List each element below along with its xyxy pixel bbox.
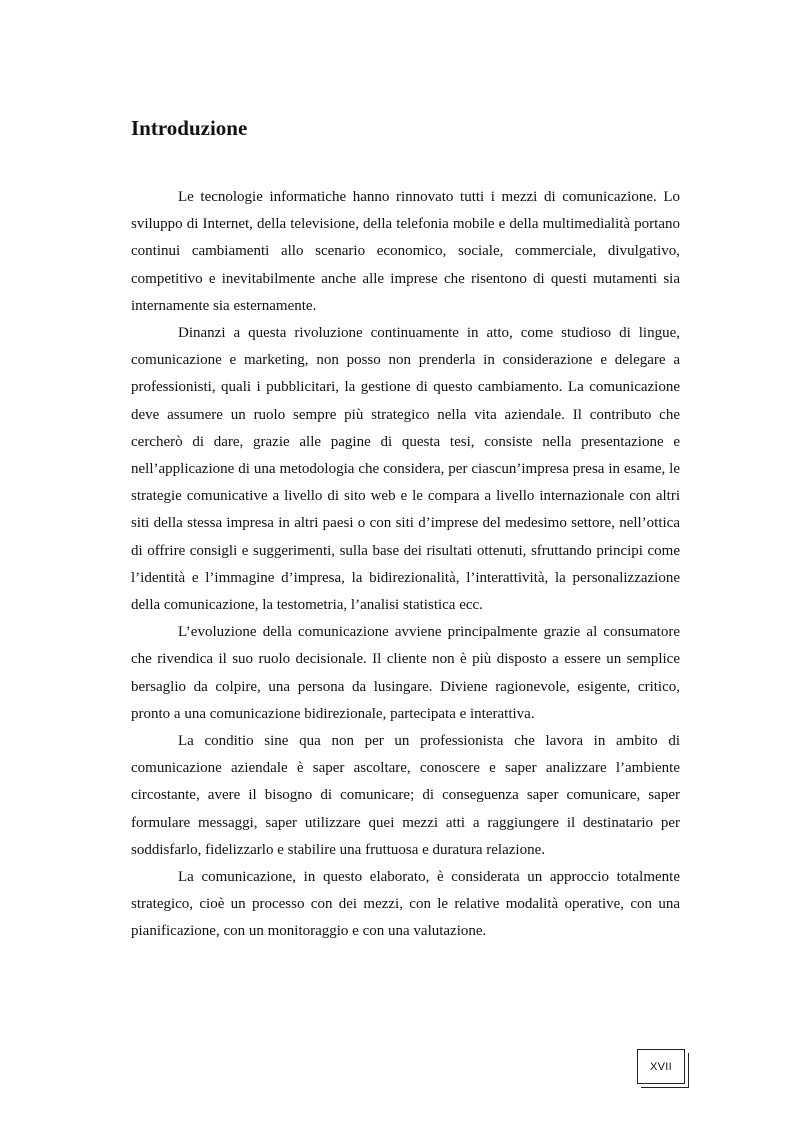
page-title: Introduzione	[131, 116, 248, 140]
page-number-box	[637, 1049, 685, 1084]
paragraph: Le tecnologie informatiche hanno rinnovato tutti i mezzi di comunicazione. Lo sviluppo di Internet, della televisione, della telefonia mobile e della multimedialità portano continui cambiamenti allo scenario economico, sociale, commerciale, divulgativo, competitivo e inevitabilmente anche alle imprese che risentono di questi mutamenti sia internamente sia esternamente.	[131, 189, 680, 314]
paragraph: L’evoluzione della comunicazione avviene principalmente grazie al consumatore che rivendica il suo ruolo decisionale. Il cliente non è più disposto a essere un semplice bersaglio da colpire, una persona da lusingare. Diviene ragionevole, esigente, critico, pronto a una comunicazione bidirezionale, partecipata e interattiva.	[131, 624, 680, 722]
paragraph: La comunicazione, in questo elaborato, è considerata un approccio totalmente strategico, cioè un processo con dei mezzi, con le relative modalità operative, con una pianificazione, con un monitoraggio e con una valutazione.	[131, 869, 680, 940]
body-text	[131, 184, 680, 946]
paragraph: La conditio sine qua non per un professionista che lavora in ambito di comunicazione aziendale è saper ascoltare, conoscere e saper analizzare l’ambiente circostante, avere il bisogno di comunicare; di conseguenza saper comunicare, saper formulare messaggi, saper utilizzare quei mezzi atti a raggiungere il destinatario per soddisfarlo, fidelizzarlo e stabilire una fruttuosa e duratura relazione.	[131, 733, 680, 858]
page-number: XVII	[650, 1060, 672, 1073]
paragraph: Dinanzi a questa rivoluzione continuamente in atto, come studioso di lingue, comunicazione e marketing, non posso non prenderla in considerazione e delegare a professionisti, quali i pubblicitari, la gestione di questo cambiamento. La comunicazione deve assumere un ruolo sempre più strategico nella vita aziendale. Il contributo che cercherò di dare, grazie alle pagine di questa tesi, consiste nella presentazione e nell’applicazione di una metodologia che considera, per ciascun’impresa presa in esame, le strategie comunicative a livello di sito web e le compara a livello internazionale con altri siti della stessa impresa in altri paesi o con siti d’imprese del medesimo settore, nell’ottica di offrire consigli e suggerimenti, sulla base dei risultati ottenuti, sfruttando principi come l’identità e l’immagine d’impresa, la bidirezionalità, l’interattività, la personalizzazione della comunicazione, la testometria, l’analisi statistica ecc.	[131, 325, 680, 614]
